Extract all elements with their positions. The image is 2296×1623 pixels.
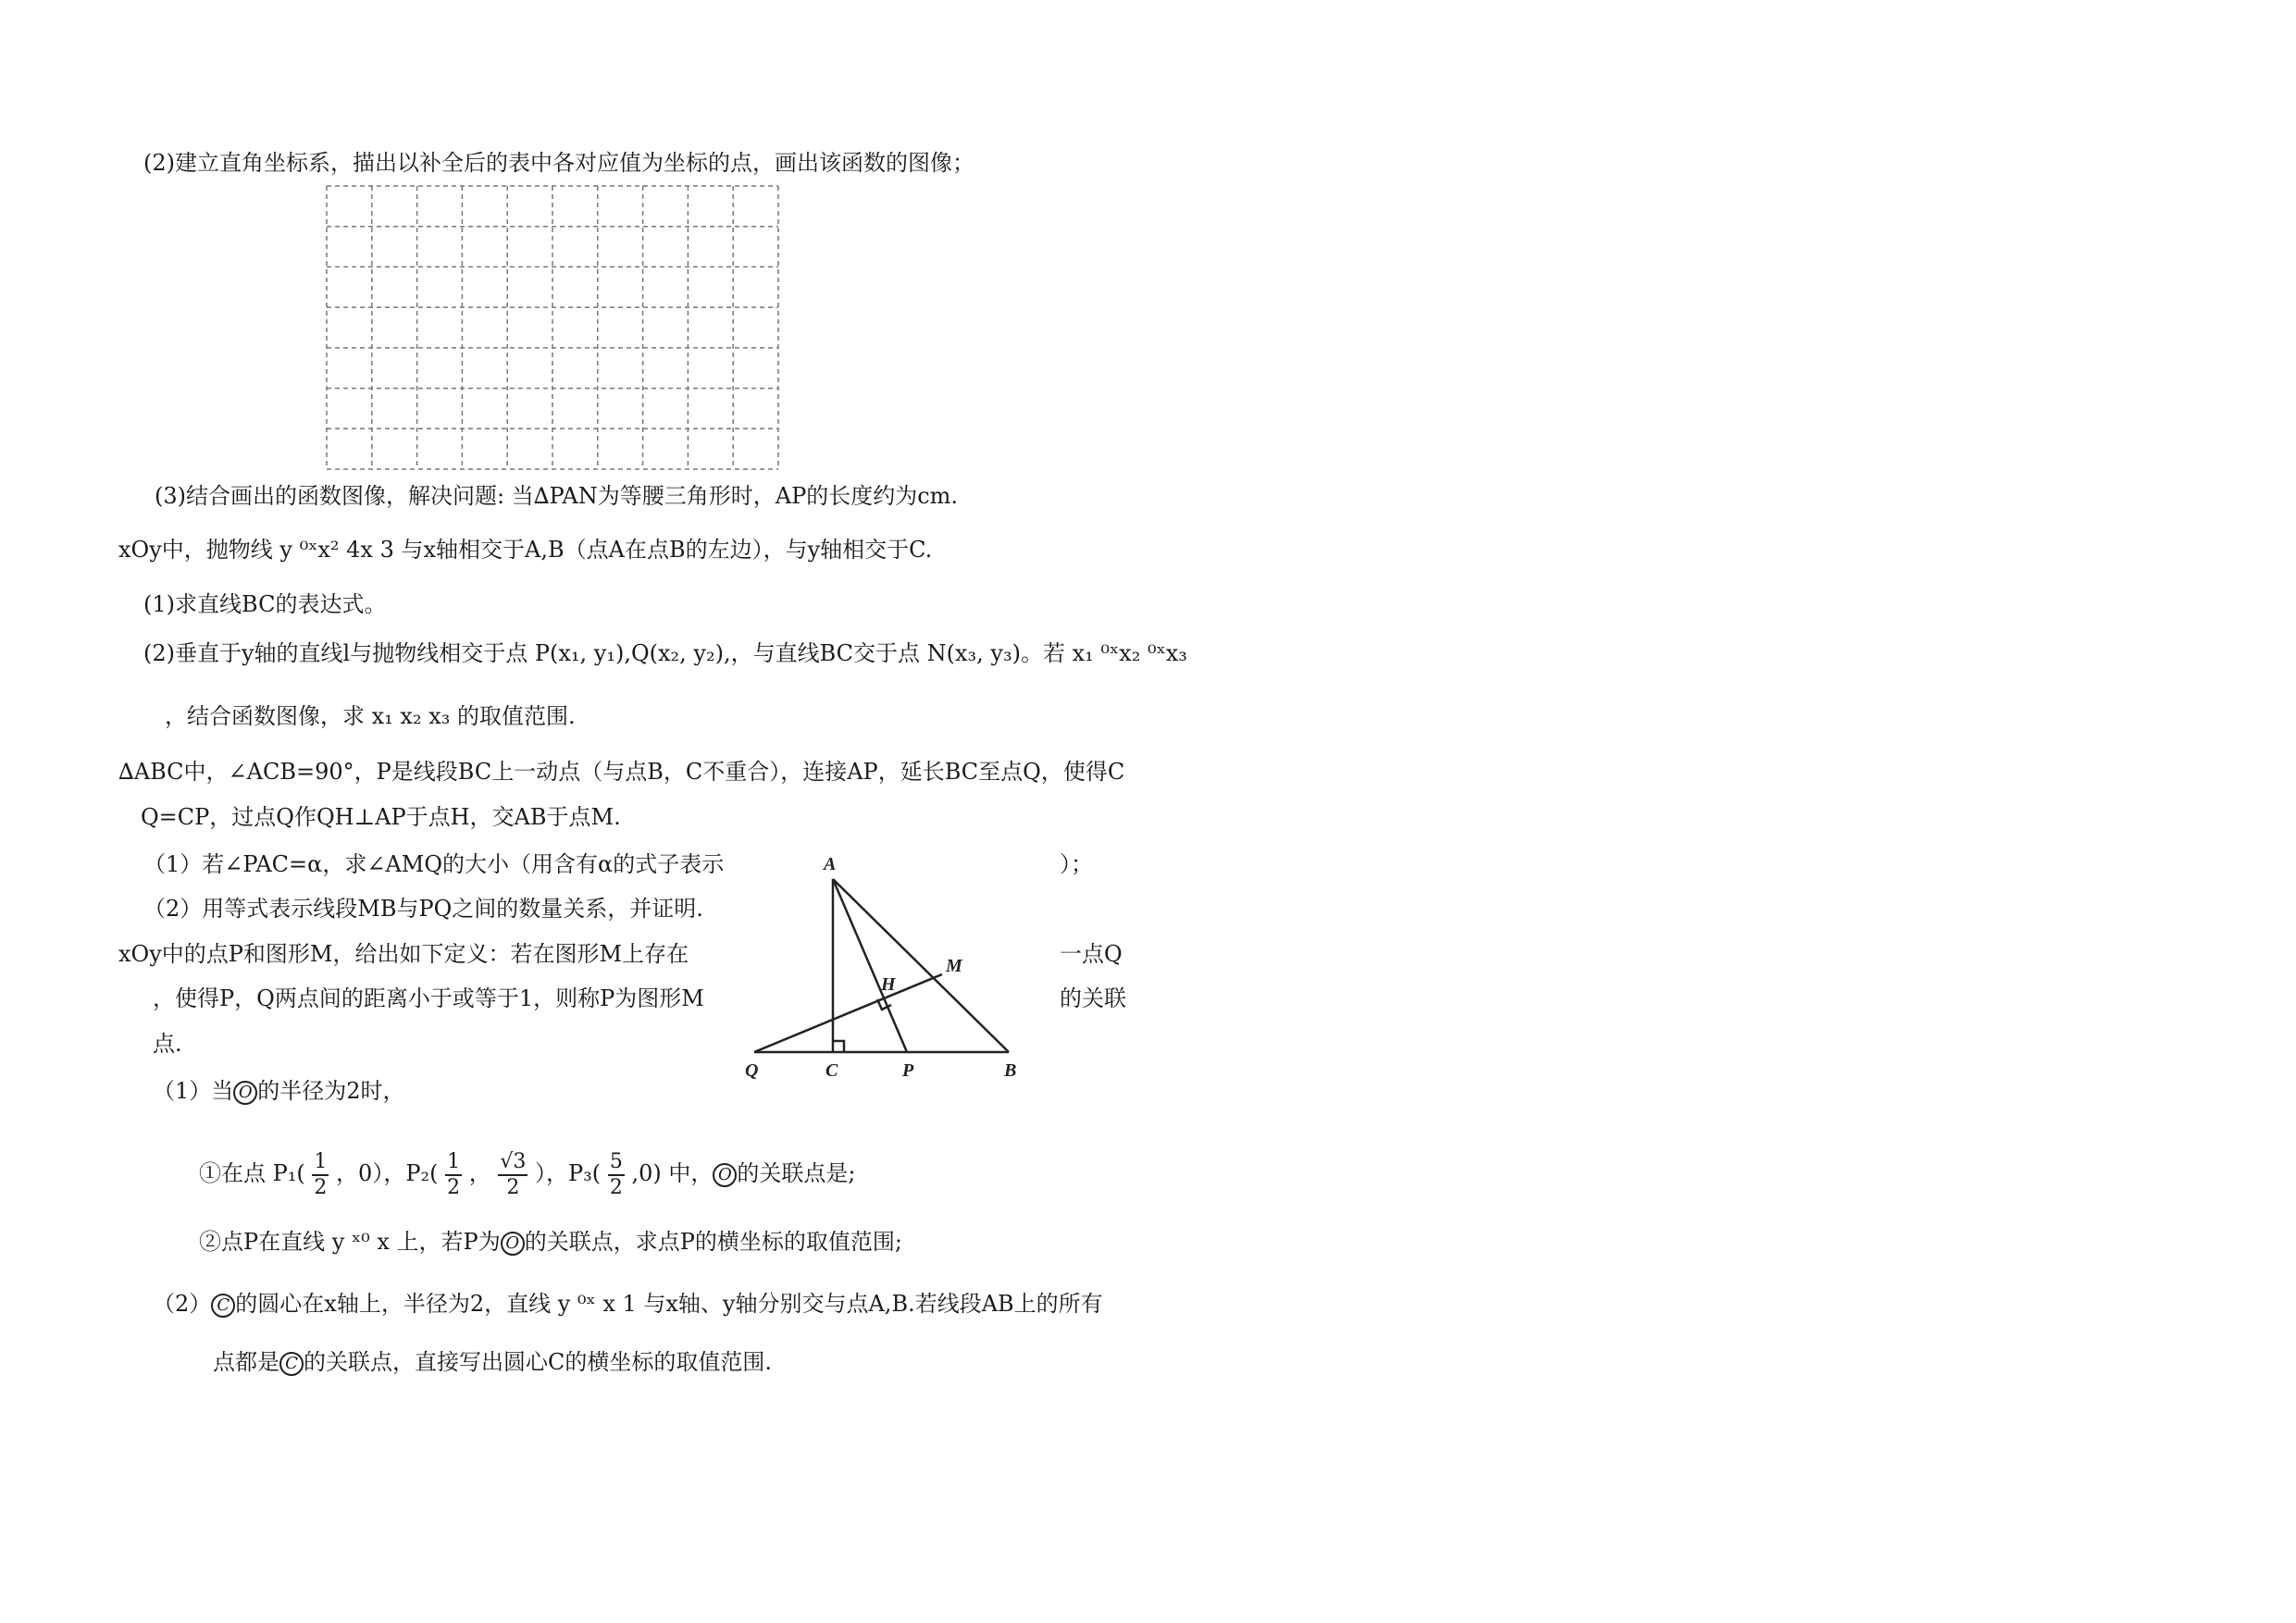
circle-c-symbol: C (279, 1352, 304, 1376)
fraction-5-2: $\frac{5}{2}$ (609, 1149, 623, 1199)
label-p: P (902, 1060, 914, 1081)
text-line-15: ①在点 P₁( $\frac{1}{2}$ ，0），P₂( $\frac{1}{2}$ ， $\frac{√3}{2}$ ），P₃( $\frac{5}{2}$ ,0) 中， O 的关联点是; (199, 1149, 856, 1199)
fraction-sqrt3-2: $\frac{√3}{2}$ (500, 1149, 527, 1199)
label-h: H (881, 974, 896, 995)
circle-c-symbol: C (211, 1294, 235, 1318)
text-line-8: Q=CP，过点Q作QH⊥AP于点H，交AB于点M. (141, 804, 621, 830)
fraction-1-2-b: $\frac{1}{2}$ (447, 1149, 461, 1199)
label-b: B (1004, 1060, 1017, 1081)
triangle-figure (740, 847, 1036, 1087)
text-line-12b: 的关联 (1060, 985, 1126, 1011)
text-line-14: （1）当 O 的半径为2时， (153, 1078, 405, 1104)
text-line-4: (1)求直线BC的表达式。 (143, 591, 387, 617)
text-line-7: ∆ABC中，∠ACB=90°，P是线段BC上一动点（与点B，C不重合），连接AP，延长BC至点Q，使得C (118, 759, 1125, 785)
text-line-1: (2)建立直角坐标系，描出以补全后的表中各对应值为坐标的点，画出该函数的图像； (143, 150, 974, 176)
text-line-12a: ，使得P，Q两点间的距离小于或等于1，则称P为图形M (153, 985, 704, 1011)
text-line-18: 点都是 C 的关联点，直接写出圆心C的横坐标的取值范围. (213, 1349, 772, 1375)
circle-o-symbol: O (713, 1163, 737, 1187)
label-a: A (824, 854, 837, 874)
segment-ab (833, 879, 1009, 1052)
segment-ap (833, 879, 907, 1052)
text-line-3: xOy中，抛物线 y ⁰ˣx² 4x 3 与x轴相交于A,B（点A在点B的左边），与y轴相交于C. (118, 537, 933, 563)
label-c: C (825, 1060, 838, 1081)
segment-qm (754, 974, 942, 1052)
coordinate-grid (326, 185, 779, 470)
text-line-9a: （1）若∠PAC=α，求∠AMQ的大小（用含有α的式子表示 (143, 851, 725, 877)
text-line-2: (3)结合画出的函数图像，解决问题: 当∆PAN为等腰三角形时，AP的长度约为cm. (155, 483, 959, 509)
text-line-6: ，结合函数图像，求 x₁ x₂ x₃ 的取值范围. (165, 703, 576, 729)
label-q: Q (745, 1060, 759, 1081)
text-line-5: (2)垂直于y轴的直线l与抛物线相交于点 P(x₁, y₁),Q(x₂, y₂),，与直线BC交于点 N(x₃, y₃)。若 x₁ ⁰ˣx₂ ⁰ˣx₃ (143, 640, 1187, 666)
text-line-17: （2） C 的圆心在x轴上，半径为2，直线 y ⁰ˣ x 1 与x轴、y轴分别交与点A,B.若线段AB上的所有 (153, 1291, 1103, 1317)
text-line-10: （2）用等式表示线段MB与PQ之间的数量关系，并证明. (143, 896, 703, 922)
text-line-13: 点. (153, 1031, 182, 1057)
text-line-11b: 一点Q (1060, 941, 1123, 967)
label-m: M (946, 956, 962, 976)
fraction-1-2-a: $\frac{1}{2}$ (314, 1149, 328, 1199)
right-angle-c (833, 1041, 844, 1052)
text-line-9b: ）； (1060, 851, 1093, 877)
circle-o-symbol: O (233, 1081, 257, 1105)
circle-o-symbol: O (501, 1232, 525, 1256)
text-line-16: ②点P在直线 y ˣ⁰ x 上，若P为 O 的关联点，求点P的横坐标的取值范围; (199, 1229, 902, 1255)
text-line-11a: xOy中的点P和图形M，给出如下定义：若在图形M上存在 (118, 941, 689, 967)
